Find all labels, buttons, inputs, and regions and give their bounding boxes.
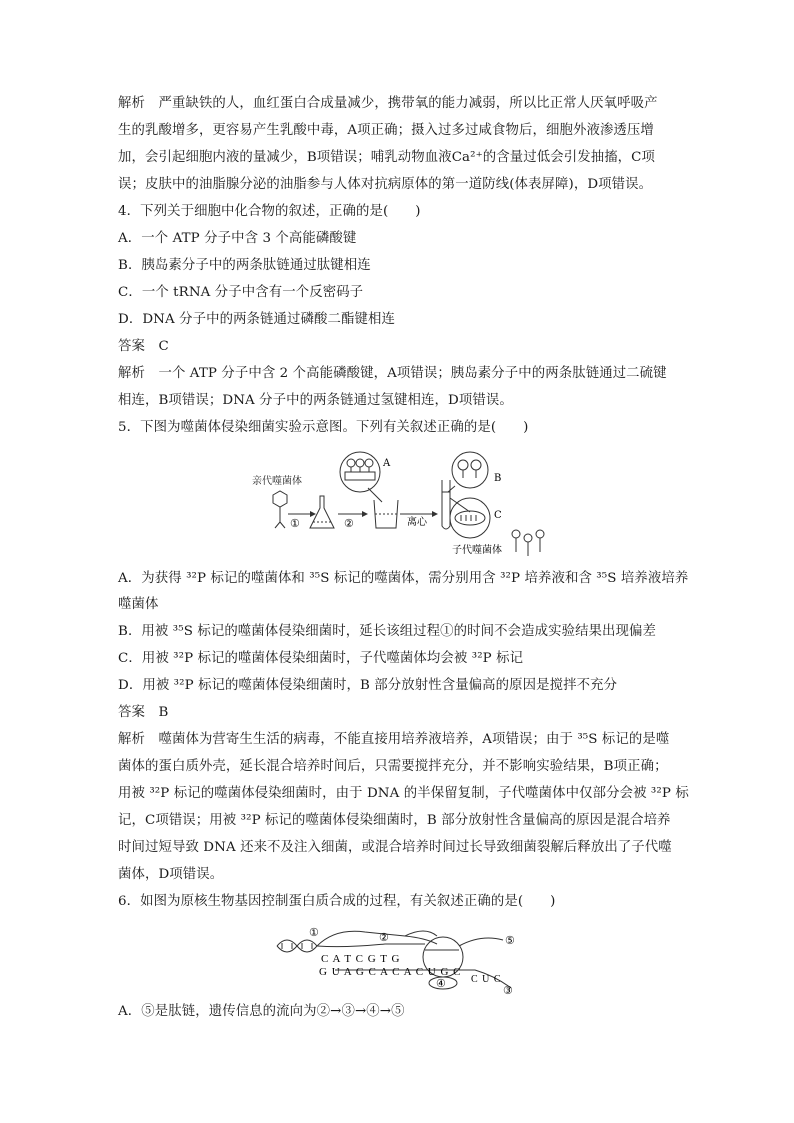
offspring-phage-label: 子代噬菌体 — [452, 545, 502, 556]
q4-analysis-line-1: 解析 一个 ATP 分子中含 2 个高能磷酸键，A项错误；胰岛素分子中的两条肽链通过二硫键 — [118, 366, 667, 381]
parent-phage-icon — [273, 491, 287, 528]
q5-analysis-line-4: 记，C项错误；用被 ³²P 标记的噬菌体侵染细菌时，B 部分放射性含量偏高的原因是混合培养 — [118, 813, 671, 828]
marker-4: ④ — [436, 977, 446, 990]
label-a: A — [383, 458, 391, 469]
phage-experiment-figure — [250, 450, 550, 562]
q5-answer: 答案 B — [118, 705, 169, 720]
magnified-view-a — [340, 452, 382, 502]
label-c: C — [494, 510, 502, 521]
q4-answer: 答案 C — [118, 339, 169, 354]
q5-stem: 5．下图为噬菌体侵染细菌实验示意图。下列有关叙述正确的是( ) — [118, 420, 529, 435]
q4-stem: 4．下列关于细胞中化合物的叙述，正确的是( ) — [118, 204, 421, 219]
q6-option-a: A．⑤是肽链，遗传信息的流向为②→③→④→⑤ — [118, 1004, 405, 1019]
label-b: B — [494, 473, 502, 484]
q5-analysis-line-3: 用被 ³²P 标记的噬菌体侵染细菌时，由于 DNA 的半保留复制，子代噬菌体中仅部分会被 ³²P 标 — [118, 786, 689, 801]
q5-option-a-line-2: 噬菌体 — [118, 597, 159, 612]
q5-analysis-line-1: 解析 噬菌体为营寄生生活的病毒，不能直接用培养液培养，A项错误；由于 ³⁵S 标记的是噬 — [118, 732, 670, 747]
magnified-view-b — [448, 452, 488, 492]
q5-option-a-line-1: A．为获得 ³²P 标记的噬菌体和 ³⁵S 标记的噬菌体，需分别用含 ³²P 培养液和含 ³⁵S 培养液培养 — [118, 571, 689, 586]
q5-option-b: B．用被 ³⁵S 标记的噬菌体侵染细菌时，延长该组过程①的时间不会造成实验结果出现偏差 — [118, 624, 657, 639]
centrifuge-label: 离心 — [407, 517, 427, 528]
q3-analysis-line-4: 误；皮肤中的油脂腺分泌的油脂参与人体对抗病原体的第一道防线(体表屏障)，D项错误。 — [118, 177, 653, 192]
mrna-tail-sequence: C U C — [471, 974, 502, 985]
arrow-2-head — [362, 511, 368, 517]
marker-2: ② — [379, 931, 389, 944]
q5-analysis-line-2: 菌体的蛋白质外壳，延长混合培养时间后，只需要搅拌充分，并不影响实验结果，B项正确； — [118, 759, 668, 774]
q5-option-d: D．用被 ³²P 标记的噬菌体侵染细菌时，B 部分放射性含量偏高的原因是搅拌不充分 — [118, 678, 618, 693]
peptide-chain — [459, 938, 503, 946]
q4-analysis-line-2: 相连，B项错误；DNA 分子中的两条链通过氢键相连，D项错误。 — [118, 393, 513, 408]
dna-rewind — [405, 931, 437, 936]
offspring-phage-icons — [512, 530, 544, 556]
step-2-label: ② — [344, 517, 354, 530]
arrow-3-head — [432, 511, 438, 517]
q3-analysis-line-2: 生的乳酸增多，更容易产生乳酸中毒，A项正确；摄入过多过咸食物后，细胞外液渗透压增 — [118, 123, 654, 138]
marker-5: ⑤ — [505, 934, 515, 947]
dna-coding-strand — [317, 944, 425, 947]
arrow-1-head — [310, 511, 316, 517]
q3-analysis-line-3: 加，会引起细胞内液的量减少，B项错误；哺乳动物血液Ca²⁺的含量过低会引发抽搐，C项 — [118, 150, 656, 165]
marker-3: ③ — [503, 984, 513, 997]
q3-analysis-line-1: 解析 严重缺铁的人，血红蛋白合成量减少，携带氧的能力减弱，所以比正常人厌氧呼吸产 — [118, 96, 658, 111]
q6-stem: 6．如图为原核生物基因控制蛋白质合成的过程，有关叙述正确的是( ) — [118, 894, 556, 909]
magnified-view-c — [450, 498, 490, 538]
q4-option-d: D．DNA 分子中的两条链通过磷酸二酯键相连 — [118, 312, 395, 327]
step-1-label: ① — [290, 517, 300, 530]
q4-option-b: B．胰岛素分子中的两条肽链通过肽键相连 — [118, 258, 371, 273]
mrna-sequence: G U A G C A C A C U G C — [319, 966, 462, 978]
q5-option-c: C．用被 ³²P 标记的噬菌体侵染细菌时，子代噬菌体均会被 ³²P 标记 — [118, 651, 524, 666]
q4-option-c: C．一个 tRNA 分子中含有一个反密码子 — [118, 285, 364, 300]
q5-analysis-line-6: 菌体，D项错误。 — [118, 867, 224, 882]
beaker-icon — [374, 500, 398, 528]
q4-option-a: A．一个 ATP 分子中含 3 个高能磷酸键 — [118, 231, 357, 246]
q5-analysis-line-5: 时间过短导致 DNA 还来不及注入细菌，或混合培养时间过长导致细菌裂解后释放出了子代噬 — [118, 840, 672, 855]
transcription-translation-figure — [275, 922, 525, 997]
culture-flask-icon — [310, 496, 334, 528]
parent-phage-label: 亲代噬菌体 — [252, 476, 302, 487]
dna-sequence-top: C A T C G T G — [321, 953, 401, 965]
marker-1: ① — [309, 926, 319, 939]
dna-helix-left — [277, 940, 317, 952]
